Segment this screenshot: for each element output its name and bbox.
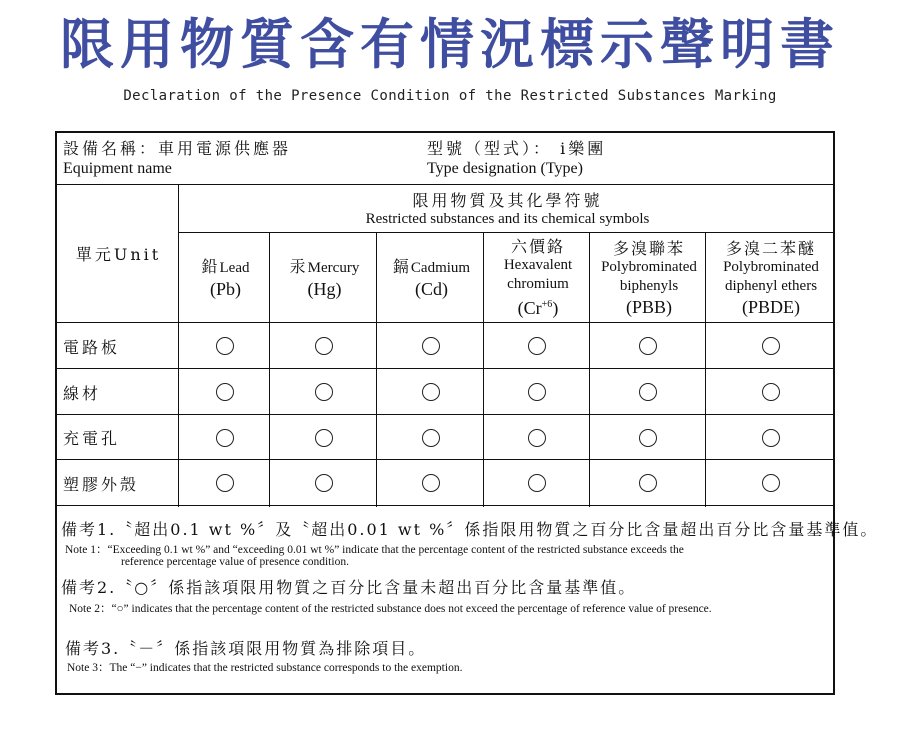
circle-mark-icon: [762, 474, 780, 492]
divider: [589, 232, 590, 507]
restricted-header-en: Restricted substances and its chemical symbols: [365, 211, 650, 227]
presence-mark: [591, 370, 705, 414]
presence-mark: [485, 324, 589, 368]
presence-mark: [707, 461, 835, 505]
note-1-en-line1: Note 1：“Exceeding 0.1 wt %” and “exceeding 0.01 wt %” indicate that the percentage content of the restricted substance exceeds the: [65, 544, 684, 556]
divider: [269, 232, 270, 507]
type-designation-zh: 型號（型式）： i樂團: [427, 139, 607, 158]
circle-mark-icon: [762, 383, 780, 401]
page-title: 限用物質含有情況標示聲明書: [60, 13, 840, 76]
circle-mark-icon: [422, 474, 440, 492]
presence-mark: [591, 416, 705, 459]
circle-mark-icon: [762, 429, 780, 447]
presence-mark: [591, 324, 705, 368]
divider: [483, 232, 484, 507]
divider: [57, 184, 835, 185]
circle-mark-icon: [315, 383, 333, 401]
circle-mark-icon: [528, 474, 546, 492]
equipment-name-en: Equipment name: [63, 160, 172, 177]
column-lead: 鉛Lead (Pb): [201, 256, 250, 299]
declaration-table: [55, 131, 879, 695]
row-unit-wire: 線材: [63, 383, 102, 403]
presence-mark: [180, 370, 269, 414]
circle-mark-icon: [216, 383, 234, 401]
circle-mark-icon: [315, 337, 333, 355]
note-2-zh: 備考2.〝○〞係指該項限用物質之百分比含量未超出百分比含量基準值。: [61, 578, 637, 597]
circle-mark-icon: [216, 474, 234, 492]
presence-mark: [378, 370, 483, 414]
row-unit-charging-port: 充電孔: [63, 429, 121, 448]
note-3-zh: 備考3.〝－〞係指該項限用物質為排除項目。: [65, 639, 427, 658]
divider: [705, 232, 706, 507]
note-2-en: Note 2：“○” indicates that the percentage content of the restricted substance does not exceed the percentage of reference value of presence.: [69, 603, 712, 615]
circle-mark-icon: [216, 337, 234, 355]
row-unit-circuit-board: 電路板: [63, 337, 121, 357]
unit-header: 單元Unit: [75, 245, 162, 264]
divider: [57, 505, 835, 506]
note-3-en: Note 3：The “−” indicates that the restricted substance corresponds to the exemption.: [67, 662, 463, 674]
circle-mark-icon: [422, 383, 440, 401]
presence-mark: [591, 461, 705, 505]
divider: [178, 232, 835, 233]
circle-mark-icon: [762, 337, 780, 355]
restricted-substances-header: [180, 186, 835, 234]
divider: [57, 322, 835, 323]
equipment-name-zh: 設備名稱：車用電源供應器: [63, 139, 292, 158]
row-unit-plastic-housing: 塑膠外殼: [63, 474, 140, 494]
divider: [57, 368, 835, 369]
presence-mark: [485, 370, 589, 414]
circle-mark-icon: [528, 383, 546, 401]
divider: [57, 414, 835, 415]
presence-mark: [271, 416, 376, 459]
page-subtitle: Declaration of the Presence Condition of the Restricted Substances Marking: [123, 88, 777, 104]
circle-mark-icon: [639, 474, 657, 492]
column-hexavalent-chromium: 六價鉻 Hexavalent chromium $(Cr^{+6})$: [503, 237, 573, 318]
divider: [57, 459, 835, 460]
presence-mark: [707, 416, 835, 459]
presence-mark: [378, 324, 483, 368]
circle-mark-icon: [422, 337, 440, 355]
column-pbde: 多溴二苯醚 Polybrominated diphenyl ethers (PBDE): [723, 238, 819, 317]
presence-mark: [485, 461, 589, 505]
divider: [376, 232, 377, 507]
circle-mark-icon: [639, 429, 657, 447]
circle-mark-icon: [315, 429, 333, 447]
column-mercury: 汞Mercury (Hg): [289, 256, 360, 299]
type-designation: [427, 139, 606, 179]
presence-mark: [180, 416, 269, 459]
type-designation-en: Type designation (Type): [427, 160, 583, 177]
presence-mark: [707, 370, 835, 414]
presence-mark: [180, 461, 269, 505]
note-1-en-line2: reference percentage value of presence condition.: [121, 556, 349, 568]
circle-mark-icon: [528, 429, 546, 447]
note-1-zh: 備考1.〝超出0.1 wt %〞及〝超出0.01 wt %〞係指限用物質之百分比含量超出百分比含量基準值。: [61, 520, 879, 539]
circle-mark-icon: [528, 337, 546, 355]
equipment-name: [63, 139, 291, 179]
restricted-header-zh: 限用物質及其化學符號: [412, 191, 603, 210]
presence-mark: [378, 416, 483, 459]
circle-mark-icon: [422, 429, 440, 447]
circle-mark-icon: [315, 474, 333, 492]
circle-mark-icon: [639, 383, 657, 401]
presence-mark: [707, 324, 835, 368]
presence-mark: [485, 416, 589, 459]
presence-mark: [271, 461, 376, 505]
circle-mark-icon: [639, 337, 657, 355]
presence-mark: [271, 324, 376, 368]
circle-mark-icon: [216, 429, 234, 447]
column-pbb: 多溴聯苯 Polybrominated biphenyls (PBB): [601, 238, 697, 317]
presence-mark: [180, 324, 269, 368]
presence-mark: [378, 461, 483, 505]
presence-mark: [271, 370, 376, 414]
column-cadmium: 鎘Cadmium (Cd): [392, 256, 471, 299]
